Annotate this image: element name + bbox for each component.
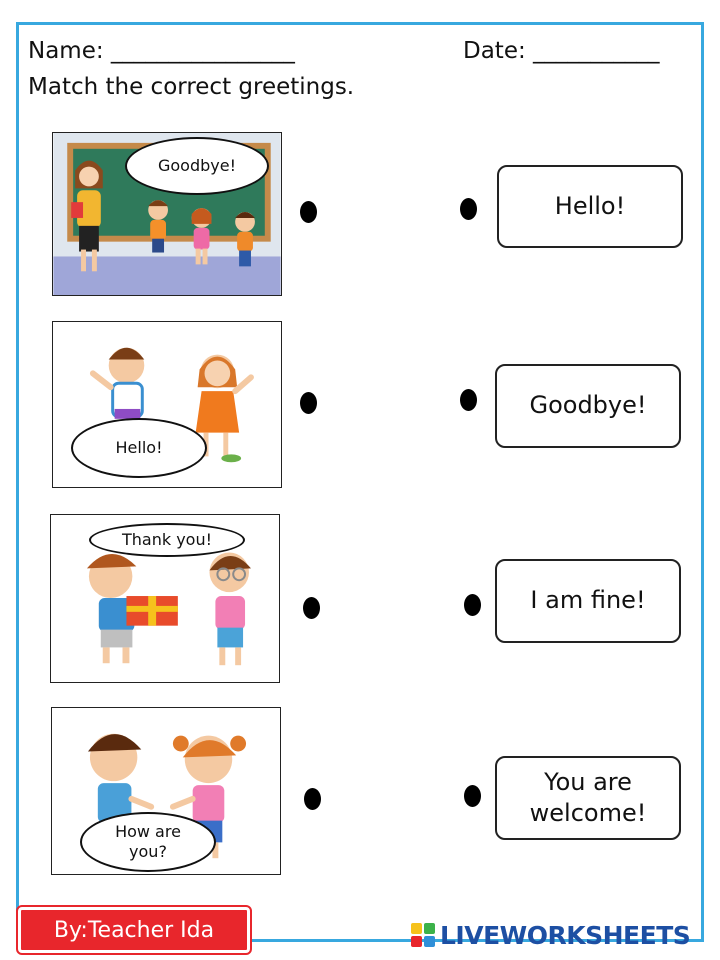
match-dot-right[interactable] bbox=[464, 785, 481, 807]
match-dot-left[interactable] bbox=[303, 597, 320, 619]
speech-bubble-text: Hello! bbox=[115, 438, 163, 457]
answer-text: I am fine! bbox=[530, 586, 646, 615]
picture-thank-you-gift bbox=[50, 514, 280, 683]
match-dot-right[interactable] bbox=[460, 389, 477, 411]
match-dot-left[interactable] bbox=[304, 788, 321, 810]
liveworksheets-logo[interactable] bbox=[410, 918, 690, 952]
picture-hello-waving bbox=[52, 321, 282, 488]
date-field-label[interactable]: Date: ___________ bbox=[463, 38, 660, 64]
liveworksheets-logo-icon bbox=[410, 922, 436, 948]
picture-how-are-you bbox=[51, 707, 281, 875]
answer-text: You are welcome! bbox=[529, 767, 647, 827]
answer-box bbox=[497, 165, 683, 248]
match-dot-right[interactable] bbox=[460, 198, 477, 220]
author-badge: By:Teacher Ida bbox=[18, 907, 250, 953]
answer-box bbox=[495, 559, 681, 643]
speech-bubble bbox=[89, 523, 245, 557]
speech-bubble bbox=[80, 812, 216, 872]
answer-text: Hello! bbox=[554, 191, 626, 220]
picture-goodbye-classroom bbox=[52, 132, 282, 296]
speech-bubble bbox=[125, 137, 269, 195]
speech-bubble bbox=[71, 418, 207, 478]
name-field-label[interactable]: Name: ________________ bbox=[28, 38, 295, 64]
speech-bubble-text: How are you? bbox=[115, 822, 181, 861]
liveworksheets-logo-text: LIVEWORKSHEETS bbox=[440, 920, 691, 950]
match-dot-left[interactable] bbox=[300, 201, 317, 223]
speech-bubble-text: Goodbye! bbox=[157, 156, 236, 175]
answer-box bbox=[495, 756, 681, 840]
speech-bubble-text: Thank you! bbox=[121, 530, 213, 549]
match-dot-left[interactable] bbox=[300, 392, 317, 414]
answer-box bbox=[495, 364, 681, 448]
answer-text: Goodbye! bbox=[529, 391, 647, 420]
match-dot-right[interactable] bbox=[464, 594, 481, 616]
instruction-text: Match the correct greetings. bbox=[28, 74, 355, 100]
